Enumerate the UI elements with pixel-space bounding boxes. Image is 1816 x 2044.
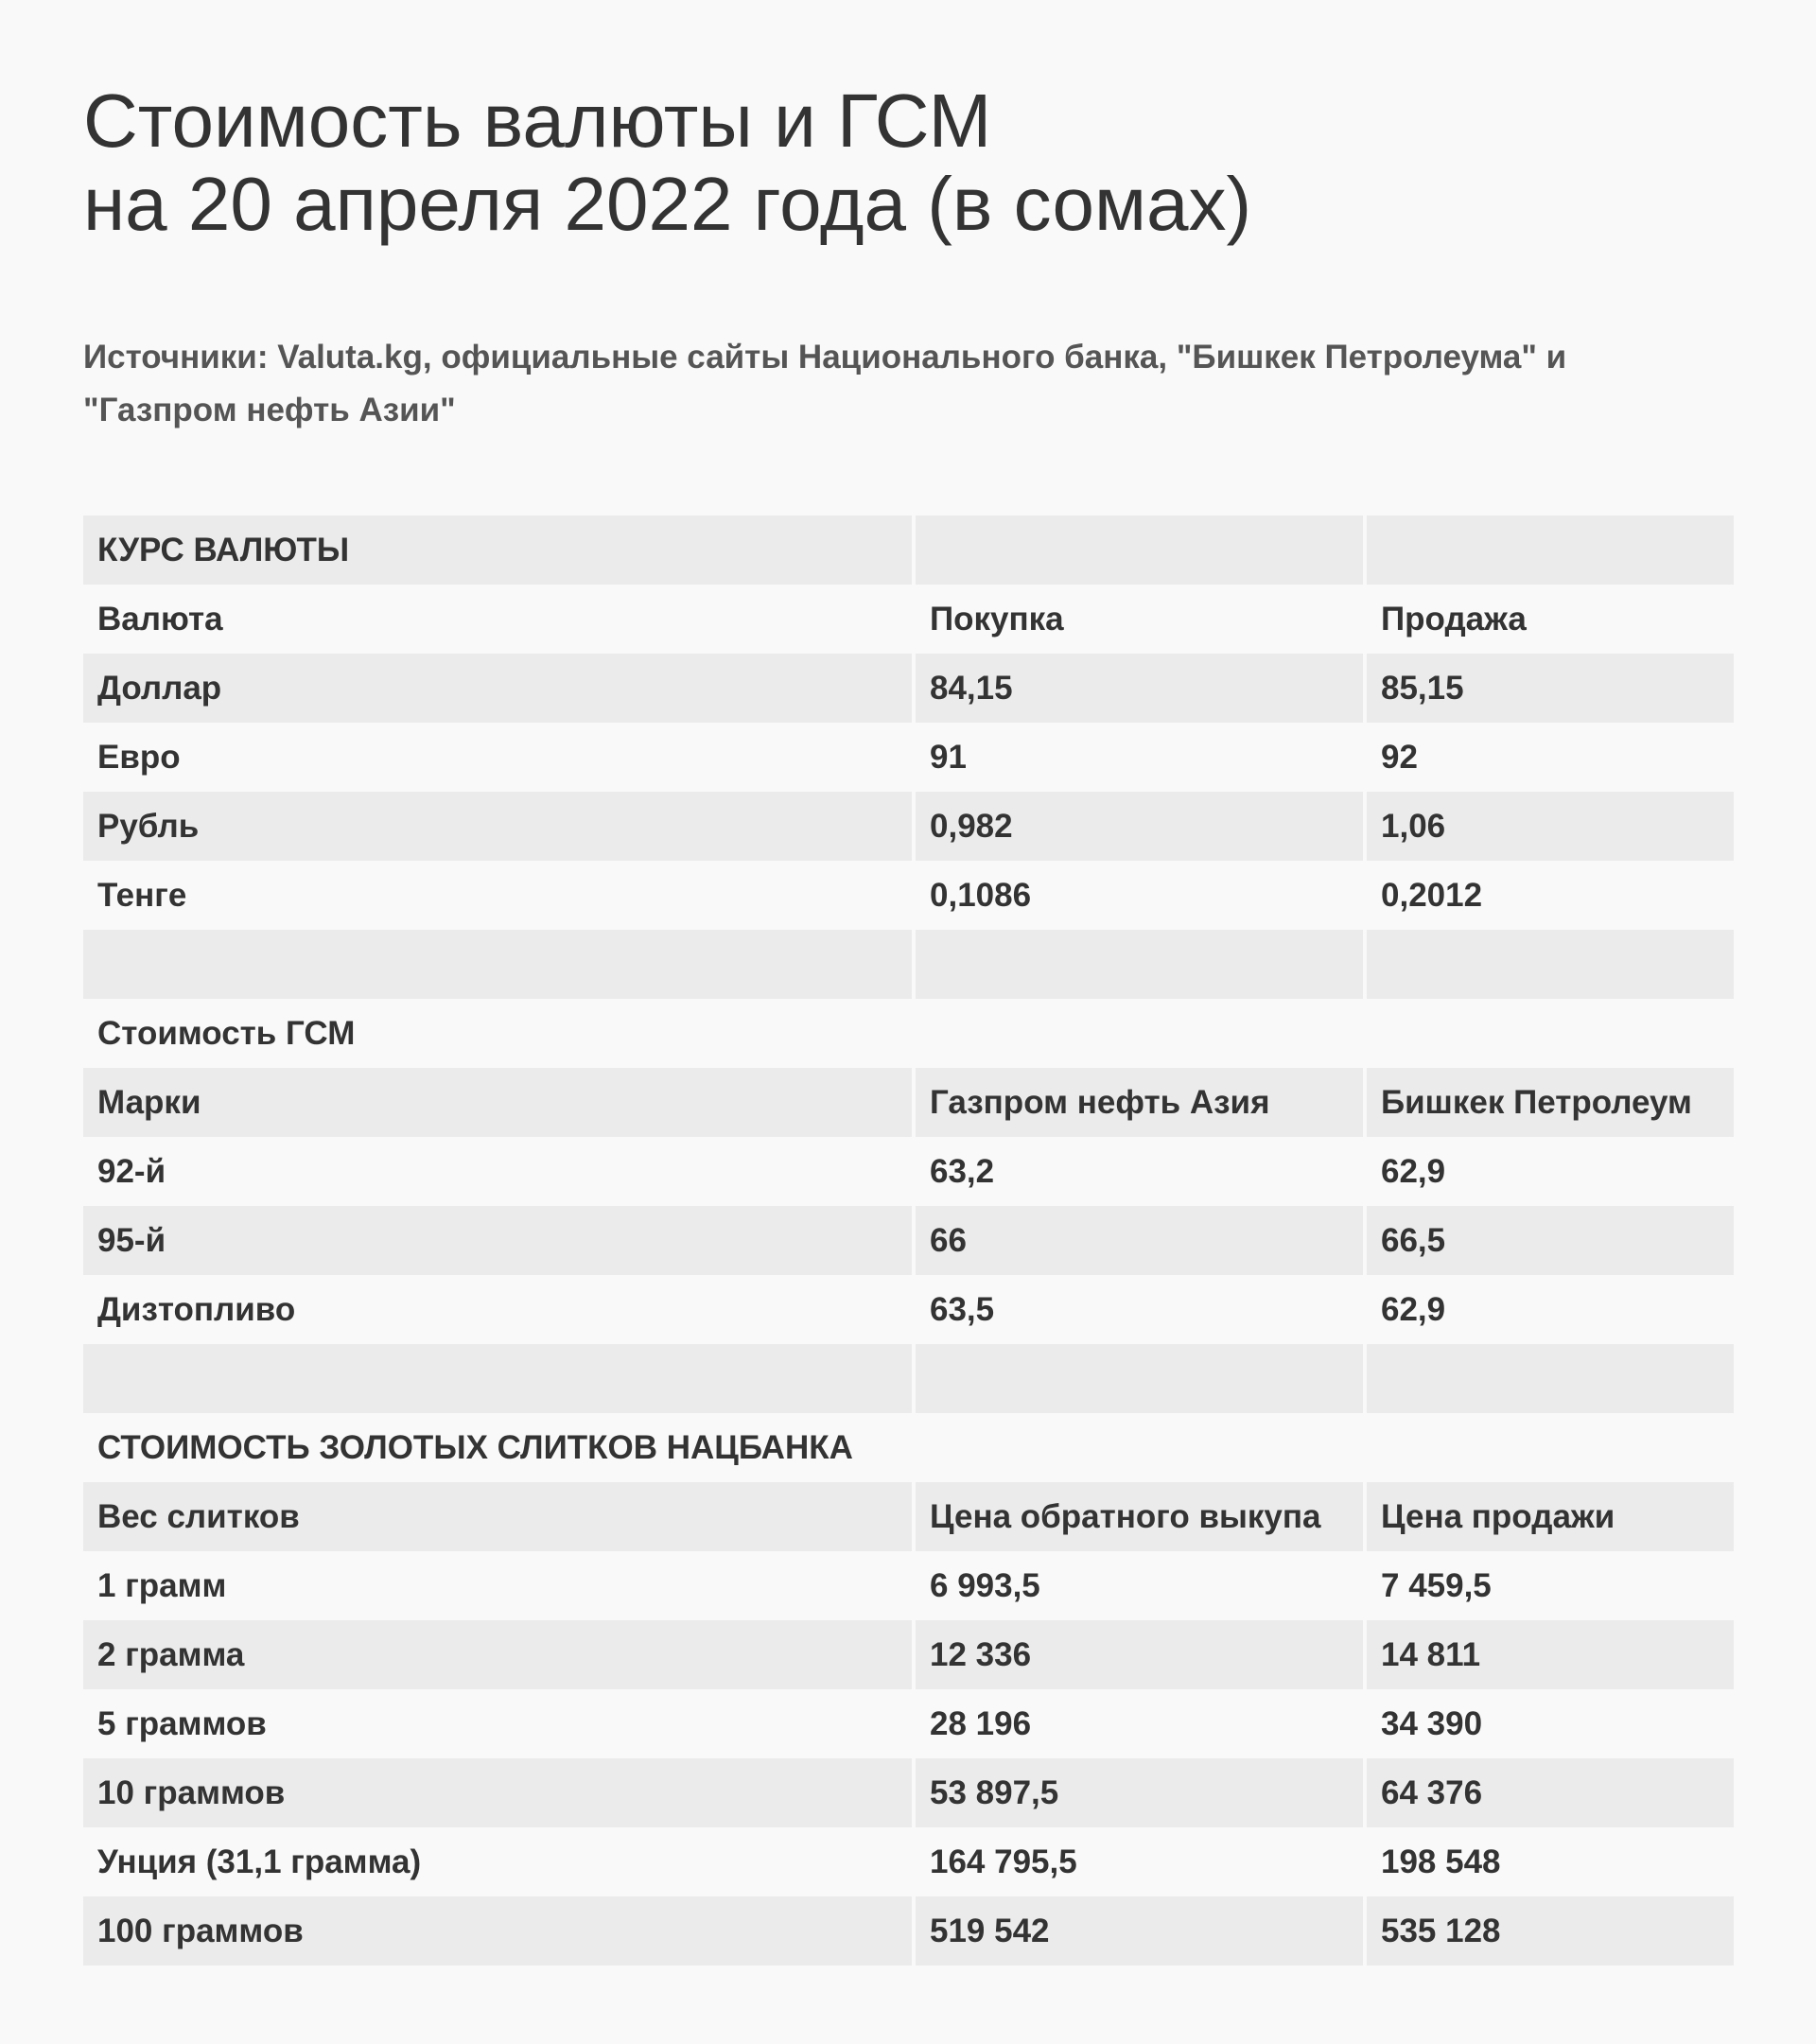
table-cell: 62,9 bbox=[1381, 1153, 1446, 1190]
table-row bbox=[83, 1827, 1734, 1896]
table-cell bbox=[1367, 930, 1734, 999]
table-cell: 7 459,5 bbox=[1381, 1567, 1492, 1604]
table-cell: КУРС ВАЛЮТЫ bbox=[83, 515, 912, 585]
table-cell: Унция (31,1 грамма) bbox=[97, 1843, 422, 1880]
table-cell: Цена обратного выкупа bbox=[916, 1482, 1363, 1551]
table-row bbox=[83, 1689, 1734, 1758]
table-cell: 1 грамм bbox=[97, 1567, 227, 1604]
table-cell: Тенге bbox=[97, 877, 187, 914]
table-cell: Стоимость ГСМ bbox=[97, 1015, 356, 1052]
table-cell: 66 bbox=[916, 1206, 1363, 1275]
table-cell: Покупка bbox=[930, 601, 1064, 638]
table-cell: 66,5 bbox=[1367, 1206, 1734, 1275]
page-title bbox=[83, 79, 1691, 246]
table-cell: 2 грамма bbox=[83, 1620, 912, 1689]
table-cell: 92 bbox=[1381, 739, 1418, 776]
sources-note: Источники: Valuta.kg, официальные сайты Национального банка, "Бишкек Петролеума" и "Газпром нефть Азии" bbox=[83, 339, 1567, 428]
table-cell: 164 795,5 bbox=[930, 1843, 1077, 1880]
table-cell bbox=[1367, 1344, 1734, 1413]
table-cell: 0,1086 bbox=[930, 877, 1032, 914]
table-row bbox=[83, 1482, 1734, 1551]
table-row bbox=[83, 585, 1734, 654]
table-cell: 34 390 bbox=[1381, 1705, 1483, 1742]
table-cell: Рубль bbox=[83, 792, 912, 861]
table-cell bbox=[1367, 1413, 1734, 1482]
table-cell bbox=[916, 930, 1363, 999]
table-row bbox=[83, 1137, 1734, 1206]
table-cell: 6 993,5 bbox=[930, 1567, 1040, 1604]
table-cell: СТОИМОСТЬ ЗОЛОТЫХ СЛИТКОВ НАЦБАНКА bbox=[97, 1429, 853, 1466]
table-row bbox=[83, 1551, 1734, 1620]
table-cell: 95-й bbox=[83, 1206, 912, 1275]
table-cell: 91 bbox=[930, 739, 967, 776]
table-cell: 0,2012 bbox=[1381, 877, 1483, 914]
table-cell: 63,5 bbox=[930, 1291, 995, 1328]
table-cell: 198 548 bbox=[1381, 1843, 1501, 1880]
table-cell: 64 376 bbox=[1367, 1758, 1734, 1827]
title-line-1: Стоимость валюты и ГСМ bbox=[83, 79, 992, 163]
table-cell: Евро bbox=[97, 739, 181, 776]
table-cell bbox=[916, 999, 1363, 1068]
table-cell: 519 542 bbox=[916, 1896, 1363, 1965]
table-cell: 535 128 bbox=[1367, 1896, 1734, 1965]
table-cell: Доллар bbox=[83, 654, 912, 723]
table-row bbox=[83, 999, 1734, 1068]
table-cell: 12 336 bbox=[916, 1620, 1363, 1689]
table-cell: 1,06 bbox=[1367, 792, 1734, 861]
table-cell: 10 граммов bbox=[83, 1758, 912, 1827]
table-cell: 28 196 bbox=[930, 1705, 1032, 1742]
table-row bbox=[83, 930, 1734, 999]
table-row bbox=[83, 1620, 1734, 1689]
table-cell: 63,2 bbox=[930, 1153, 995, 1190]
table-cell: Бишкек Петролеум bbox=[1367, 1068, 1734, 1137]
table-row bbox=[83, 792, 1734, 861]
table-cell: Дизтопливо bbox=[97, 1291, 296, 1328]
table-cell bbox=[916, 1344, 1363, 1413]
table-cell: 53 897,5 bbox=[916, 1758, 1363, 1827]
table-row bbox=[83, 1413, 1734, 1482]
table-cell bbox=[916, 515, 1363, 585]
table-cell: Газпром нефть Азия bbox=[916, 1068, 1363, 1137]
table-row bbox=[83, 723, 1734, 792]
table-cell: 100 граммов bbox=[83, 1896, 912, 1965]
table-cell: 0,982 bbox=[916, 792, 1363, 861]
table-cell: 85,15 bbox=[1367, 654, 1734, 723]
table-cell: Вес слитков bbox=[83, 1482, 912, 1551]
table-row bbox=[83, 654, 1734, 723]
table-row bbox=[83, 515, 1734, 585]
title-line-2: на 20 апреля 2022 года (в сомах) bbox=[83, 162, 1252, 246]
table-cell: Цена продажи bbox=[1367, 1482, 1734, 1551]
table-cell: Продажа bbox=[1381, 601, 1527, 638]
table-cell bbox=[916, 1413, 1363, 1482]
table-row bbox=[83, 1206, 1734, 1275]
table-cell: 92-й bbox=[97, 1153, 166, 1190]
table-row bbox=[83, 861, 1734, 930]
table-cell: 14 811 bbox=[1367, 1620, 1734, 1689]
table-cell: Марки bbox=[83, 1068, 912, 1137]
table-cell: 62,9 bbox=[1381, 1291, 1446, 1328]
table-row bbox=[83, 1068, 1734, 1137]
table-row bbox=[83, 1275, 1734, 1344]
table-cell bbox=[1367, 999, 1734, 1068]
table-cell: Валюта bbox=[97, 601, 223, 638]
table-cell: 5 граммов bbox=[97, 1705, 267, 1742]
rates-table bbox=[83, 515, 1734, 1965]
table-cell bbox=[1367, 515, 1734, 585]
table-row bbox=[83, 1758, 1734, 1827]
table-row bbox=[83, 1896, 1734, 1965]
table-cell bbox=[83, 930, 912, 999]
table-cell: 84,15 bbox=[916, 654, 1363, 723]
table-row bbox=[83, 1344, 1734, 1413]
table-cell bbox=[83, 1344, 912, 1413]
